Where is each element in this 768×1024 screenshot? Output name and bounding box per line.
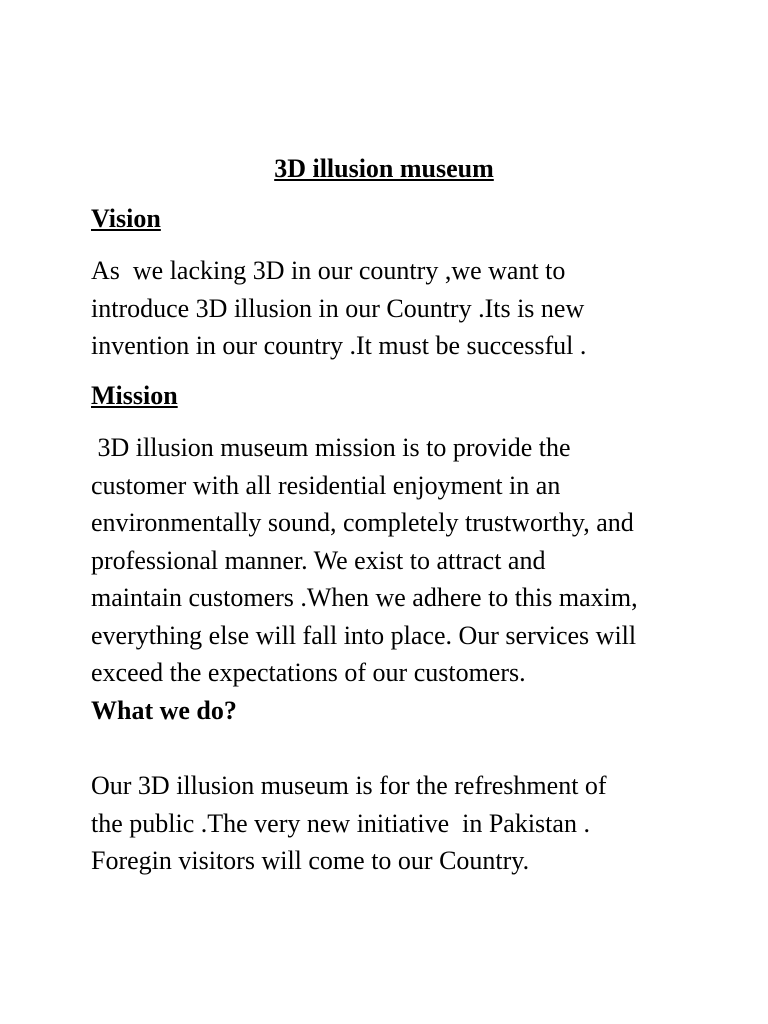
vision-line: invention in our country .It must be successful . — [91, 331, 587, 360]
mission-line: customer with all residential enjoyment in an — [91, 470, 561, 500]
mission-line: professional manner. We exist to attract and — [91, 545, 546, 575]
what-we-do-line: the public .The very new initiative in Pakistan . — [91, 808, 590, 838]
document-title-text: 3D illusion museum — [274, 154, 494, 183]
vision-line: As we lacking 3D in our country ,we want to — [91, 256, 566, 285]
mission-line: everything else will fall into place. Our services will — [91, 620, 637, 650]
vision-paragraph — [91, 252, 731, 365]
document-title — [0, 153, 768, 185]
mission-line: environmentally sound, completely trustworthy, and — [91, 508, 634, 537]
vision-line: introduce 3D illusion in our Country .Its is new — [91, 293, 585, 323]
mission-paragraph — [91, 429, 731, 692]
mission-line: 3D illusion museum mission is to provide the — [91, 433, 571, 462]
what-we-do-line: Our 3D illusion museum is for the refreshment of — [91, 771, 607, 800]
mission-line: maintain customers .When we adhere to this maxim, — [91, 583, 638, 612]
what-we-do-line: Foregin visitors will come to our Country. — [91, 846, 530, 875]
mission-line: exceed the expectations of our customers. — [91, 658, 526, 687]
what-we-do-heading: What we do? — [91, 696, 237, 725]
what-we-do-paragraph — [91, 767, 731, 880]
vision-heading: Vision — [91, 204, 161, 233]
mission-heading: Mission — [91, 381, 178, 410]
